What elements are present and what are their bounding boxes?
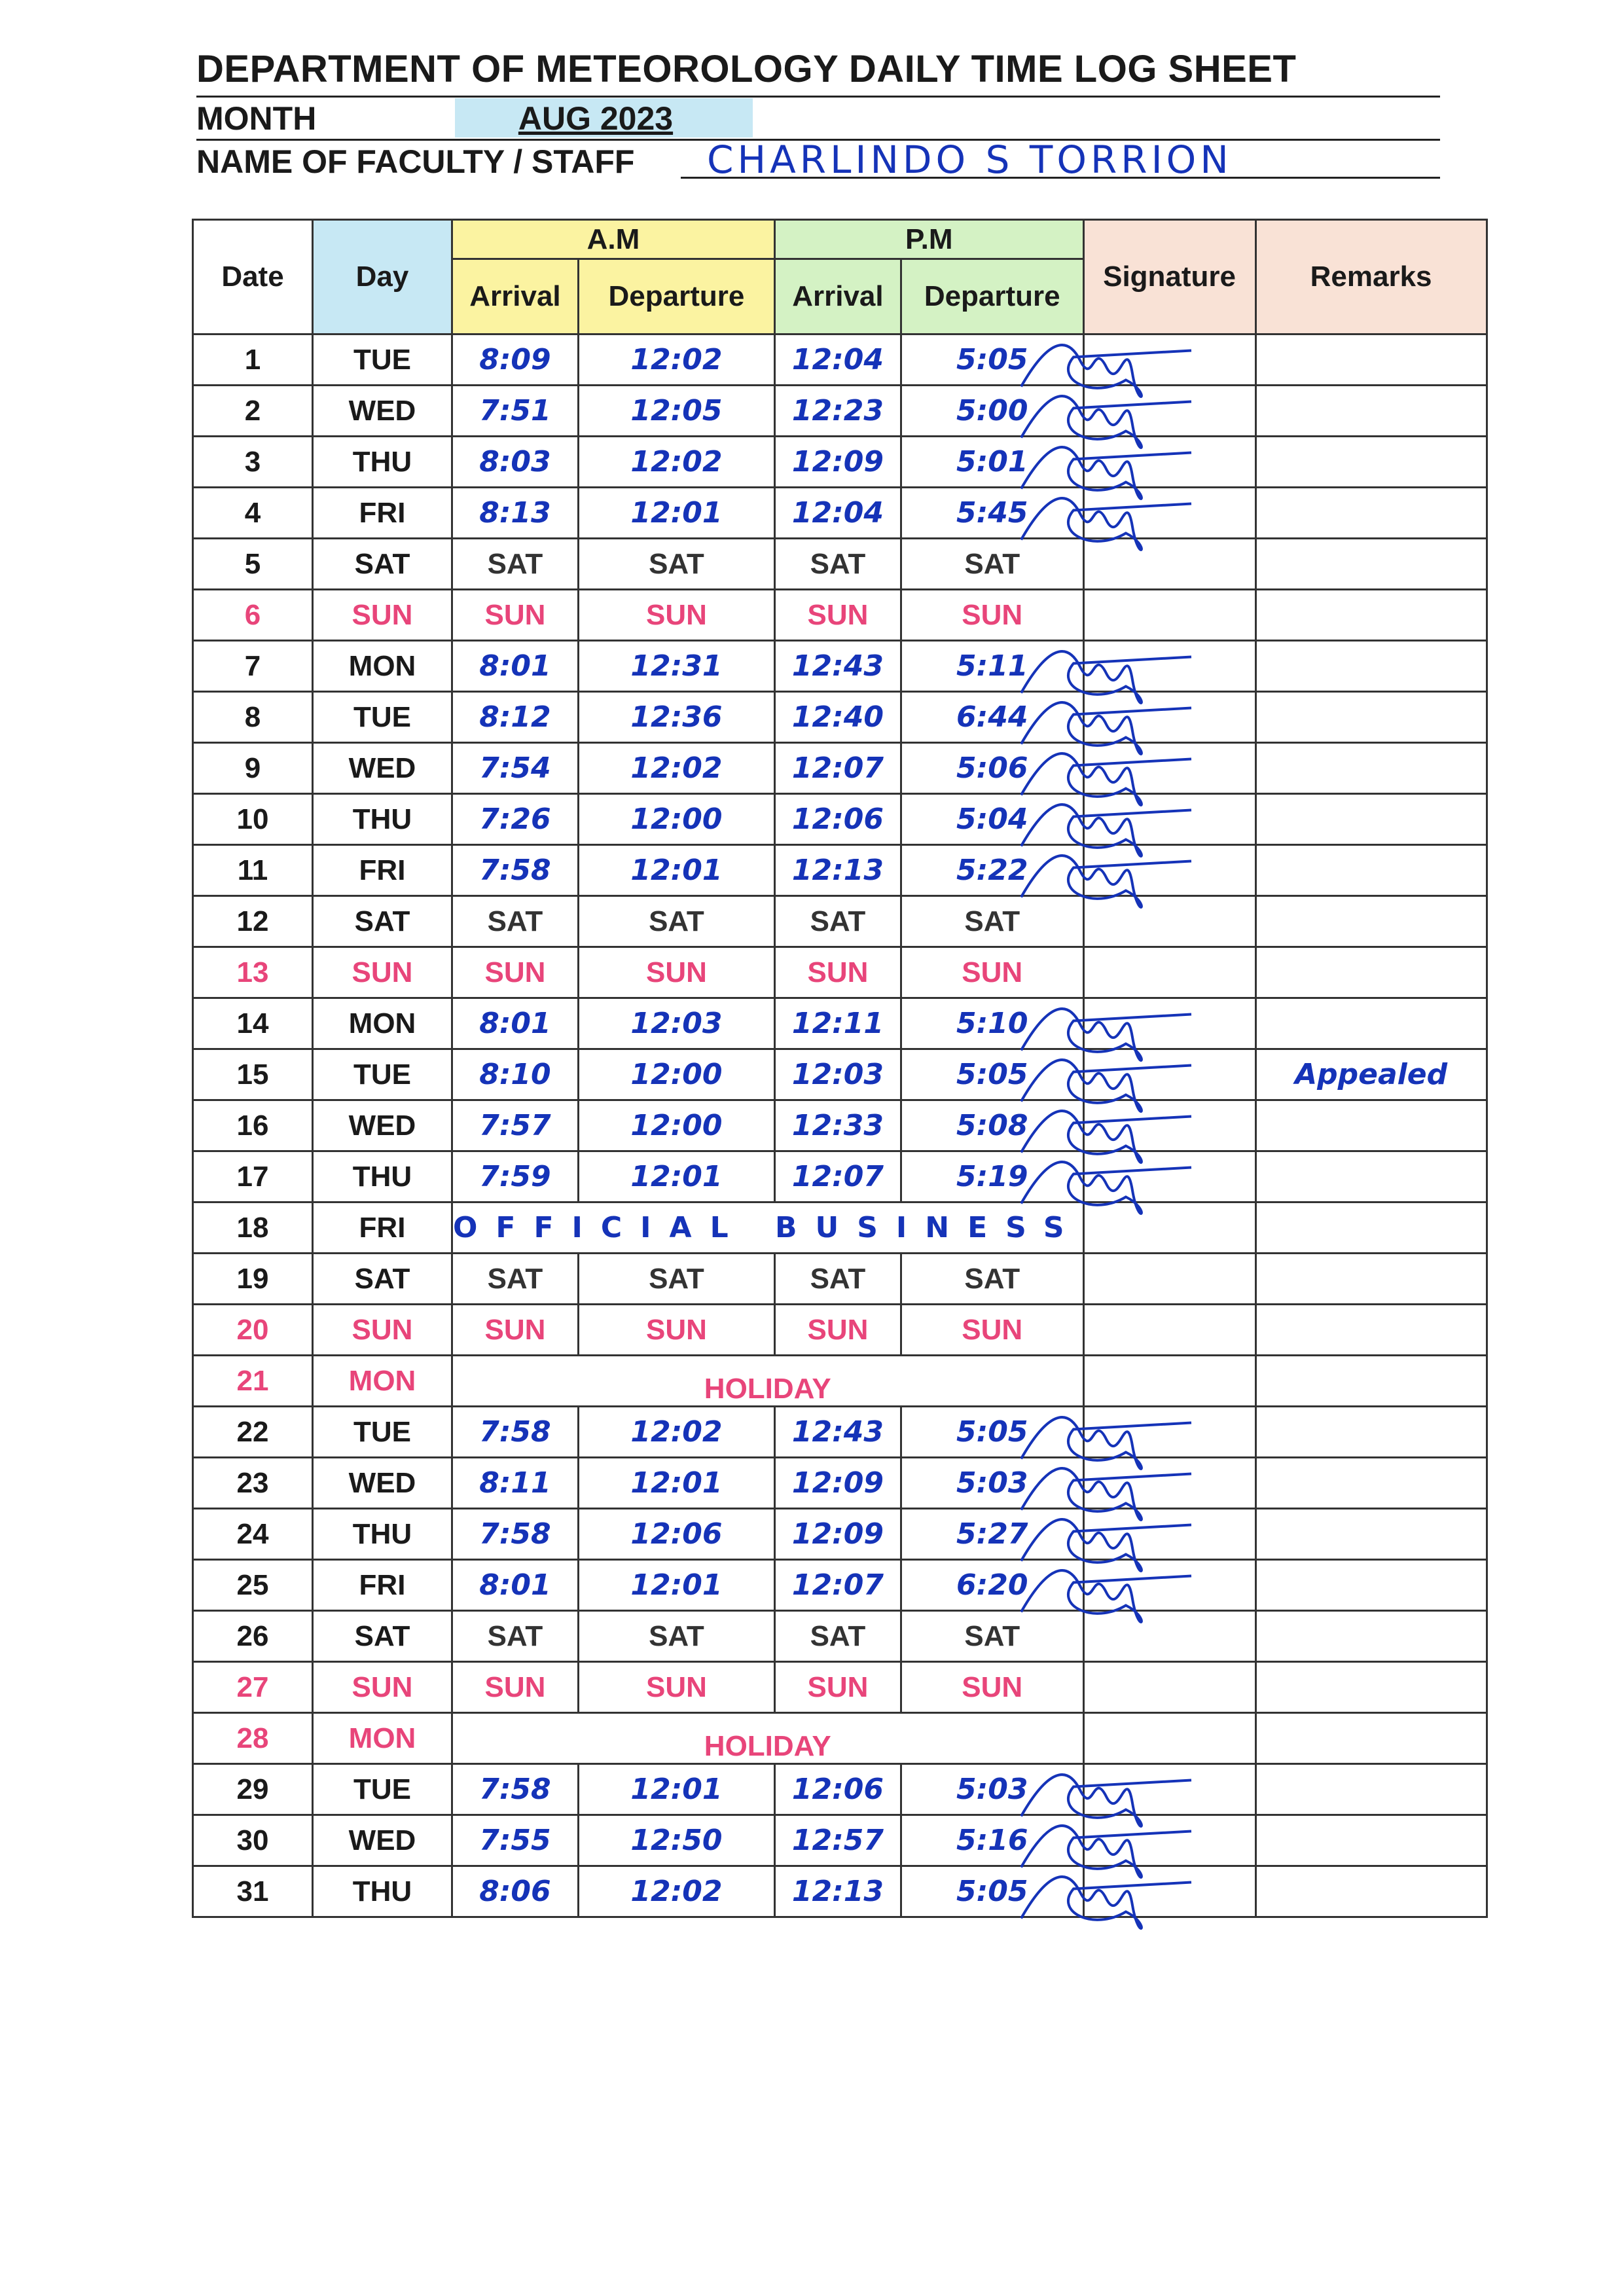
day-cell: MON (313, 1356, 452, 1407)
table-row (193, 1407, 1487, 1458)
remarks-cell (1255, 641, 1487, 692)
pm-arrival-cell: 12:07 (774, 1560, 901, 1611)
am-departure-cell: 12:02 (578, 1407, 774, 1458)
remarks-cell (1255, 590, 1487, 641)
pm-arrival-cell: 12:43 (774, 1407, 901, 1458)
table-row (193, 1815, 1487, 1866)
pm-arrival-cell: 12:06 (774, 794, 901, 845)
pm-arrival-cell: 12:09 (774, 1458, 901, 1509)
pm-arrival-cell: 12:07 (774, 1151, 901, 1202)
pm-arrival-cell: 12:40 (774, 692, 901, 743)
date-cell: 21 (193, 1356, 313, 1407)
am-departure-cell: SAT (578, 1611, 774, 1662)
pm-arrival-cell: 12:11 (774, 998, 901, 1049)
am-arrival-cell: SAT (452, 539, 579, 590)
table-row (193, 1509, 1487, 1560)
month-label: MONTH (196, 100, 317, 137)
pm-arrival-cell: 12:43 (774, 641, 901, 692)
remarks-cell (1255, 1662, 1487, 1713)
table-row (193, 539, 1487, 590)
remarks-cell (1255, 1509, 1487, 1560)
table-row (193, 1100, 1487, 1151)
remarks-cell (1255, 539, 1487, 590)
table-row (193, 998, 1487, 1049)
am-arrival-cell: 8:12 (452, 692, 579, 743)
am-departure-cell: SUN (578, 590, 774, 641)
pm-arrival-cell: 12:13 (774, 845, 901, 896)
am-arrival-cell: 7:58 (452, 1764, 579, 1815)
am-departure-cell: SAT (578, 539, 774, 590)
day-cell: SUN (313, 1662, 452, 1713)
pm-departure-cell: 5:05 (901, 1866, 1083, 1917)
am-departure-cell: 12:00 (578, 1100, 774, 1151)
day-cell: THU (313, 1866, 452, 1917)
signature-cell (1083, 437, 1255, 488)
date-cell: 14 (193, 998, 313, 1049)
am-departure-cell: 12:01 (578, 1151, 774, 1202)
day-cell: WED (313, 1100, 452, 1151)
pm-departure-cell: 5:27 (901, 1509, 1083, 1560)
signature-cell (1083, 1662, 1255, 1713)
date-cell: 30 (193, 1815, 313, 1866)
day-cell: MON (313, 641, 452, 692)
signature-cell (1083, 590, 1255, 641)
table-row (193, 1866, 1487, 1917)
remarks-cell (1255, 334, 1487, 386)
remarks-cell (1255, 1815, 1487, 1866)
name-underline (681, 177, 1440, 179)
am-arrival-cell: 8:03 (452, 437, 579, 488)
signature-cell (1083, 488, 1255, 539)
day-cell: SUN (313, 590, 452, 641)
day-cell: TUE (313, 1764, 452, 1815)
table-row (193, 743, 1487, 794)
signature-cell (1083, 1049, 1255, 1100)
date-cell: 6 (193, 590, 313, 641)
table-row (193, 1254, 1487, 1305)
day-cell: TUE (313, 1049, 452, 1100)
pm-departure-cell: 5:22 (901, 845, 1083, 896)
remarks-cell (1255, 947, 1487, 998)
table-row (193, 1151, 1487, 1202)
pm-arrival-cell: SUN (774, 947, 901, 998)
date-cell: 11 (193, 845, 313, 896)
date-cell: 27 (193, 1662, 313, 1713)
signature-cell (1083, 386, 1255, 437)
pm-departure-cell: 5:05 (901, 1407, 1083, 1458)
day-cell: THU (313, 1151, 452, 1202)
table-row (193, 488, 1487, 539)
table-row (193, 386, 1487, 437)
pm-arrival-cell: 12:03 (774, 1049, 901, 1100)
time-log-table (192, 219, 1488, 1918)
pm-departure-cell: 5:04 (901, 794, 1083, 845)
pm-arrival-cell: 12:13 (774, 1866, 901, 1917)
am-departure-cell: 12:01 (578, 1560, 774, 1611)
am-departure-cell: 12:05 (578, 386, 774, 437)
remarks-cell (1255, 1151, 1487, 1202)
signature-cell (1083, 1815, 1255, 1866)
signature-cell (1083, 692, 1255, 743)
day-cell: MON (313, 1713, 452, 1764)
table-row (193, 437, 1487, 488)
signature-cell (1083, 1305, 1255, 1356)
table-row (193, 896, 1487, 947)
date-cell: 26 (193, 1611, 313, 1662)
table-row (193, 1356, 1487, 1407)
holiday-cell: HOLIDAY (452, 1356, 1084, 1407)
pm-departure-cell: 5:16 (901, 1815, 1083, 1866)
date-cell: 7 (193, 641, 313, 692)
am-departure-cell: 12:50 (578, 1815, 774, 1866)
remarks-cell (1255, 437, 1487, 488)
remarks-cell (1255, 998, 1487, 1049)
am-departure-cell: 12:00 (578, 1049, 774, 1100)
pm-departure-cell: 6:20 (901, 1560, 1083, 1611)
remarks-cell (1255, 1407, 1487, 1458)
remarks-cell (1255, 692, 1487, 743)
pm-departure-cell: 5:06 (901, 743, 1083, 794)
name-label: NAME OF FACULTY / STAFF (196, 143, 635, 180)
remarks-cell (1255, 488, 1487, 539)
day-cell: WED (313, 386, 452, 437)
date-cell: 3 (193, 437, 313, 488)
am-arrival-cell: SUN (452, 590, 579, 641)
signature-cell (1083, 1458, 1255, 1509)
pm-arrival-cell: SUN (774, 1662, 901, 1713)
am-departure-cell: 12:01 (578, 1764, 774, 1815)
am-arrival-cell: 7:58 (452, 1509, 579, 1560)
am-arrival-cell: 7:26 (452, 794, 579, 845)
am-departure-cell: 12:02 (578, 1866, 774, 1917)
day-cell: WED (313, 1458, 452, 1509)
am-arrival-cell: 8:01 (452, 998, 579, 1049)
table-row (193, 1305, 1487, 1356)
am-arrival-cell: 7:51 (452, 386, 579, 437)
date-cell: 4 (193, 488, 313, 539)
pm-departure-cell: SAT (901, 896, 1083, 947)
pm-arrival-cell: SUN (774, 590, 901, 641)
date-cell: 2 (193, 386, 313, 437)
signature-cell (1083, 1764, 1255, 1815)
date-cell: 25 (193, 1560, 313, 1611)
day-cell: MON (313, 998, 452, 1049)
am-departure-cell: 12:02 (578, 334, 774, 386)
am-departure-cell: 12:02 (578, 743, 774, 794)
sheet-title: DEPARTMENT OF METEOROLOGY DAILY TIME LOG SHEET (196, 48, 1297, 90)
table-row (193, 845, 1487, 896)
pm-departure-cell: 5:05 (901, 1049, 1083, 1100)
signature-cell (1083, 845, 1255, 896)
am-departure-cell: SAT (578, 896, 774, 947)
day-cell: SAT (313, 1611, 452, 1662)
remarks-cell (1255, 1560, 1487, 1611)
sheet-header (196, 46, 1440, 182)
signature-cell (1083, 334, 1255, 386)
date-cell: 24 (193, 1509, 313, 1560)
remarks-cell (1255, 1611, 1487, 1662)
signature-cell (1083, 1866, 1255, 1917)
pm-departure-cell: 5:11 (901, 641, 1083, 692)
am-arrival-cell: SAT (452, 896, 579, 947)
date-cell: 18 (193, 1202, 313, 1254)
signature-cell (1083, 998, 1255, 1049)
date-cell: 31 (193, 1866, 313, 1917)
pm-departure-cell: 5:00 (901, 386, 1083, 437)
remarks-cell (1255, 1764, 1487, 1815)
day-cell: SUN (313, 947, 452, 998)
table-row (193, 641, 1487, 692)
date-cell: 10 (193, 794, 313, 845)
am-arrival-cell: 7:54 (452, 743, 579, 794)
table-row (193, 1713, 1487, 1764)
remarks-cell (1255, 1866, 1487, 1917)
date-cell: 8 (193, 692, 313, 743)
day-cell: THU (313, 437, 452, 488)
am-arrival-cell: SUN (452, 947, 579, 998)
date-cell: 5 (193, 539, 313, 590)
table-row (193, 334, 1487, 386)
date-cell: 28 (193, 1713, 313, 1764)
am-departure-cell: SAT (578, 1254, 774, 1305)
pm-arrival-cell: 12:57 (774, 1815, 901, 1866)
day-cell: SUN (313, 1305, 452, 1356)
date-cell: 16 (193, 1100, 313, 1151)
remarks-cell (1255, 845, 1487, 896)
remarks-cell (1255, 1713, 1487, 1764)
staff-name: CHARLINDO S TORRION (707, 137, 1233, 182)
signature-cell (1083, 539, 1255, 590)
remarks-cell (1255, 1254, 1487, 1305)
remarks-cell (1255, 896, 1487, 947)
am-arrival-cell: 7:59 (452, 1151, 579, 1202)
pm-departure-cell: SUN (901, 947, 1083, 998)
signature-cell (1083, 641, 1255, 692)
remarks-cell: Appealed (1255, 1049, 1487, 1100)
remarks-cell (1255, 386, 1487, 437)
official-business-cell: OFFICIAL BUSINESS (452, 1202, 1084, 1254)
table-row (193, 947, 1487, 998)
am-arrival-cell: 8:13 (452, 488, 579, 539)
table-row (193, 1202, 1487, 1254)
am-header: A.M (452, 220, 775, 259)
remarks-cell (1255, 1100, 1487, 1151)
am-arrival-header: Arrival (452, 259, 579, 334)
pm-arrival-cell: SAT (774, 1254, 901, 1305)
day-cell: SAT (313, 896, 452, 947)
table-row (193, 1458, 1487, 1509)
am-departure-header: Departure (578, 259, 774, 334)
day-cell: THU (313, 1509, 452, 1560)
pm-arrival-header: Arrival (774, 259, 901, 334)
day-cell: SAT (313, 1254, 452, 1305)
pm-arrival-cell: SAT (774, 1611, 901, 1662)
am-arrival-cell: 7:55 (452, 1815, 579, 1866)
signature-cell (1083, 896, 1255, 947)
am-arrival-cell: SAT (452, 1611, 579, 1662)
day-cell: WED (313, 1815, 452, 1866)
signature-cell (1083, 794, 1255, 845)
am-departure-cell: 12:03 (578, 998, 774, 1049)
date-cell: 15 (193, 1049, 313, 1100)
signature-cell (1083, 1611, 1255, 1662)
remarks-cell (1255, 1356, 1487, 1407)
day-cell: FRI (313, 1560, 452, 1611)
signature-cell (1083, 1509, 1255, 1560)
pm-arrival-cell: SAT (774, 896, 901, 947)
pm-departure-cell: 5:03 (901, 1458, 1083, 1509)
pm-arrival-cell: 12:23 (774, 386, 901, 437)
am-departure-cell: 12:31 (578, 641, 774, 692)
pm-arrival-cell: 12:09 (774, 1509, 901, 1560)
remarks-cell (1255, 1305, 1487, 1356)
pm-departure-cell: 5:05 (901, 334, 1083, 386)
table-row (193, 1764, 1487, 1815)
pm-arrival-cell: SAT (774, 539, 901, 590)
date-cell: 23 (193, 1458, 313, 1509)
pm-departure-cell: 6:44 (901, 692, 1083, 743)
signature-cell (1083, 1356, 1255, 1407)
date-header: Date (193, 220, 313, 334)
pm-departure-cell: SUN (901, 590, 1083, 641)
pm-arrival-cell: 12:07 (774, 743, 901, 794)
log-rows (193, 334, 1487, 1917)
remarks-header: Remarks (1255, 220, 1487, 334)
pm-arrival-cell: 12:33 (774, 1100, 901, 1151)
date-cell: 22 (193, 1407, 313, 1458)
day-cell: TUE (313, 692, 452, 743)
day-cell: SAT (313, 539, 452, 590)
signature-cell (1083, 1407, 1255, 1458)
pm-departure-cell: SAT (901, 1254, 1083, 1305)
pm-arrival-cell: 12:04 (774, 334, 901, 386)
pm-departure-cell: SUN (901, 1305, 1083, 1356)
signature-cell (1083, 1560, 1255, 1611)
am-departure-cell: 12:01 (578, 1458, 774, 1509)
pm-departure-cell: SAT (901, 1611, 1083, 1662)
remarks-cell (1255, 1202, 1487, 1254)
table-row (193, 590, 1487, 641)
am-departure-cell: SUN (578, 1305, 774, 1356)
signature-cell (1083, 1151, 1255, 1202)
am-arrival-cell: SUN (452, 1662, 579, 1713)
signature-cell (1083, 1202, 1255, 1254)
am-departure-cell: 12:00 (578, 794, 774, 845)
am-arrival-cell: 8:09 (452, 334, 579, 386)
pm-departure-cell: SUN (901, 1662, 1083, 1713)
date-cell: 20 (193, 1305, 313, 1356)
day-header: Day (313, 220, 452, 334)
table-row (193, 1560, 1487, 1611)
pm-arrival-cell: 12:04 (774, 488, 901, 539)
signature-cell (1083, 1713, 1255, 1764)
pm-departure-header: Departure (901, 259, 1083, 334)
signature-cell (1083, 743, 1255, 794)
am-arrival-cell: 8:11 (452, 1458, 579, 1509)
header-divider (196, 96, 1440, 98)
pm-departure-cell: 5:19 (901, 1151, 1083, 1202)
am-arrival-cell: 7:57 (452, 1100, 579, 1151)
table-row (193, 794, 1487, 845)
day-cell: WED (313, 743, 452, 794)
date-cell: 17 (193, 1151, 313, 1202)
pm-header: P.M (774, 220, 1083, 259)
day-cell: FRI (313, 488, 452, 539)
date-cell: 9 (193, 743, 313, 794)
day-cell: THU (313, 794, 452, 845)
table-row (193, 1611, 1487, 1662)
am-arrival-cell: SAT (452, 1254, 579, 1305)
am-arrival-cell: 8:01 (452, 641, 579, 692)
month-value: AUG 2023 (518, 100, 674, 137)
pm-departure-cell: 5:45 (901, 488, 1083, 539)
table-row (193, 1049, 1487, 1100)
am-departure-cell: 12:02 (578, 437, 774, 488)
pm-departure-cell: SAT (901, 539, 1083, 590)
holiday-cell: HOLIDAY (452, 1713, 1084, 1764)
pm-arrival-cell: 12:06 (774, 1764, 901, 1815)
am-arrival-cell: SUN (452, 1305, 579, 1356)
remarks-cell (1255, 794, 1487, 845)
day-cell: FRI (313, 845, 452, 896)
table-row (193, 1662, 1487, 1713)
am-arrival-cell: 7:58 (452, 845, 579, 896)
day-cell: TUE (313, 1407, 452, 1458)
signature-cell (1083, 947, 1255, 998)
date-cell: 19 (193, 1254, 313, 1305)
table-row (193, 692, 1487, 743)
am-departure-cell: 12:01 (578, 488, 774, 539)
pm-arrival-cell: 12:09 (774, 437, 901, 488)
am-arrival-cell: 8:10 (452, 1049, 579, 1100)
remarks-cell (1255, 743, 1487, 794)
signature-header: Signature (1083, 220, 1255, 334)
date-cell: 29 (193, 1764, 313, 1815)
day-cell: FRI (313, 1202, 452, 1254)
date-cell: 13 (193, 947, 313, 998)
date-cell: 1 (193, 334, 313, 386)
am-departure-cell: 12:06 (578, 1509, 774, 1560)
pm-departure-cell: 5:01 (901, 437, 1083, 488)
remarks-cell (1255, 1458, 1487, 1509)
am-departure-cell: SUN (578, 947, 774, 998)
am-departure-cell: 12:01 (578, 845, 774, 896)
am-arrival-cell: 7:58 (452, 1407, 579, 1458)
day-cell: TUE (313, 334, 452, 386)
signature-cell (1083, 1254, 1255, 1305)
pm-departure-cell: 5:03 (901, 1764, 1083, 1815)
am-departure-cell: 12:36 (578, 692, 774, 743)
pm-arrival-cell: SUN (774, 1305, 901, 1356)
pm-departure-cell: 5:08 (901, 1100, 1083, 1151)
am-arrival-cell: 8:06 (452, 1866, 579, 1917)
am-arrival-cell: 8:01 (452, 1560, 579, 1611)
pm-departure-cell: 5:10 (901, 998, 1083, 1049)
am-departure-cell: SUN (578, 1662, 774, 1713)
signature-cell (1083, 1100, 1255, 1151)
date-cell: 12 (193, 896, 313, 947)
